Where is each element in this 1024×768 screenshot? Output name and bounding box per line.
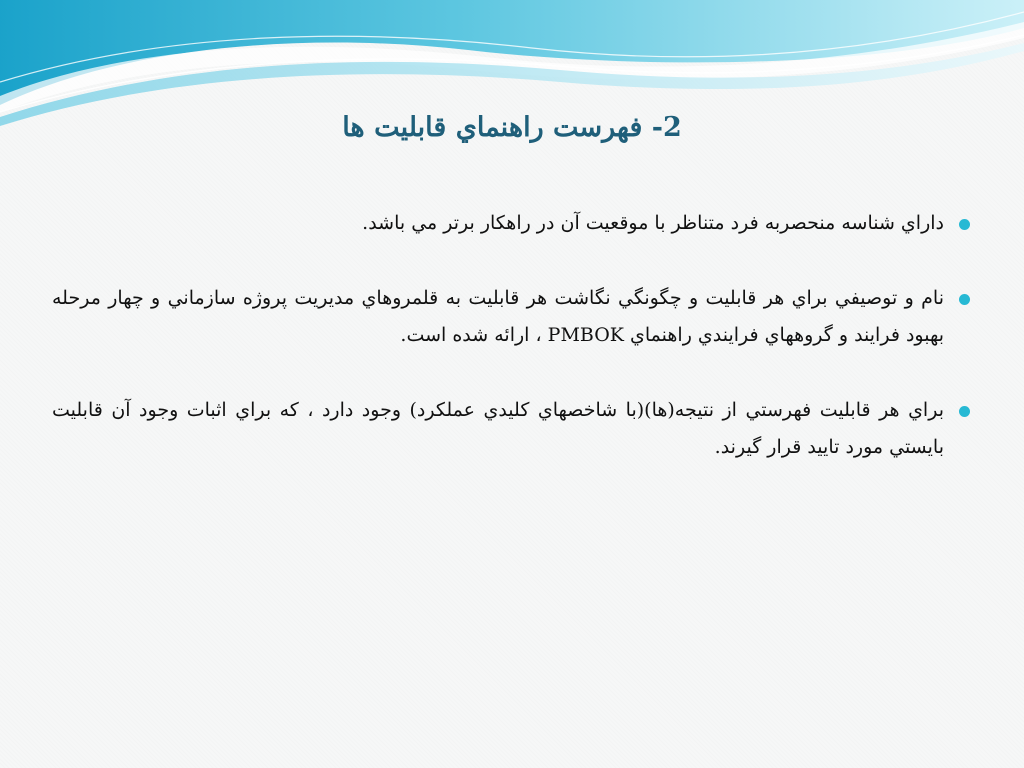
bullet-text: نام و توصيفي براي هر قابليت و چگونگي نگاشت هر قابليت به قلمروهاي مديريت پروژه سازماني و چهار مرحله بهبود فرايند و گروههاي فرايندي راهنماي PMBOK ، ارائه شده است. [52, 287, 944, 346]
circle-bullet-icon [959, 406, 970, 417]
bullet-list [52, 205, 972, 466]
bullet-text: براي هر قابليت فهرستي از نتيجه(ها)(با شاخصهاي كليدي عملكرد) وجود دارد ، كه براي اثبات وجود آن قابليت بايستي مورد تاييد قرار گيرند. [52, 399, 944, 458]
circle-bullet-icon [959, 219, 970, 230]
bullet-item [52, 392, 972, 466]
circle-bullet-icon [959, 294, 970, 305]
bullet-item [52, 280, 972, 354]
bullet-item [52, 205, 972, 242]
bullet-text: داراي شناسه منحصربه فرد متناظر با موقعيت آن در راهكار برتر مي باشد. [362, 212, 944, 234]
slide-title: 2- فهرست راهنماي قابليت ها [342, 112, 682, 144]
